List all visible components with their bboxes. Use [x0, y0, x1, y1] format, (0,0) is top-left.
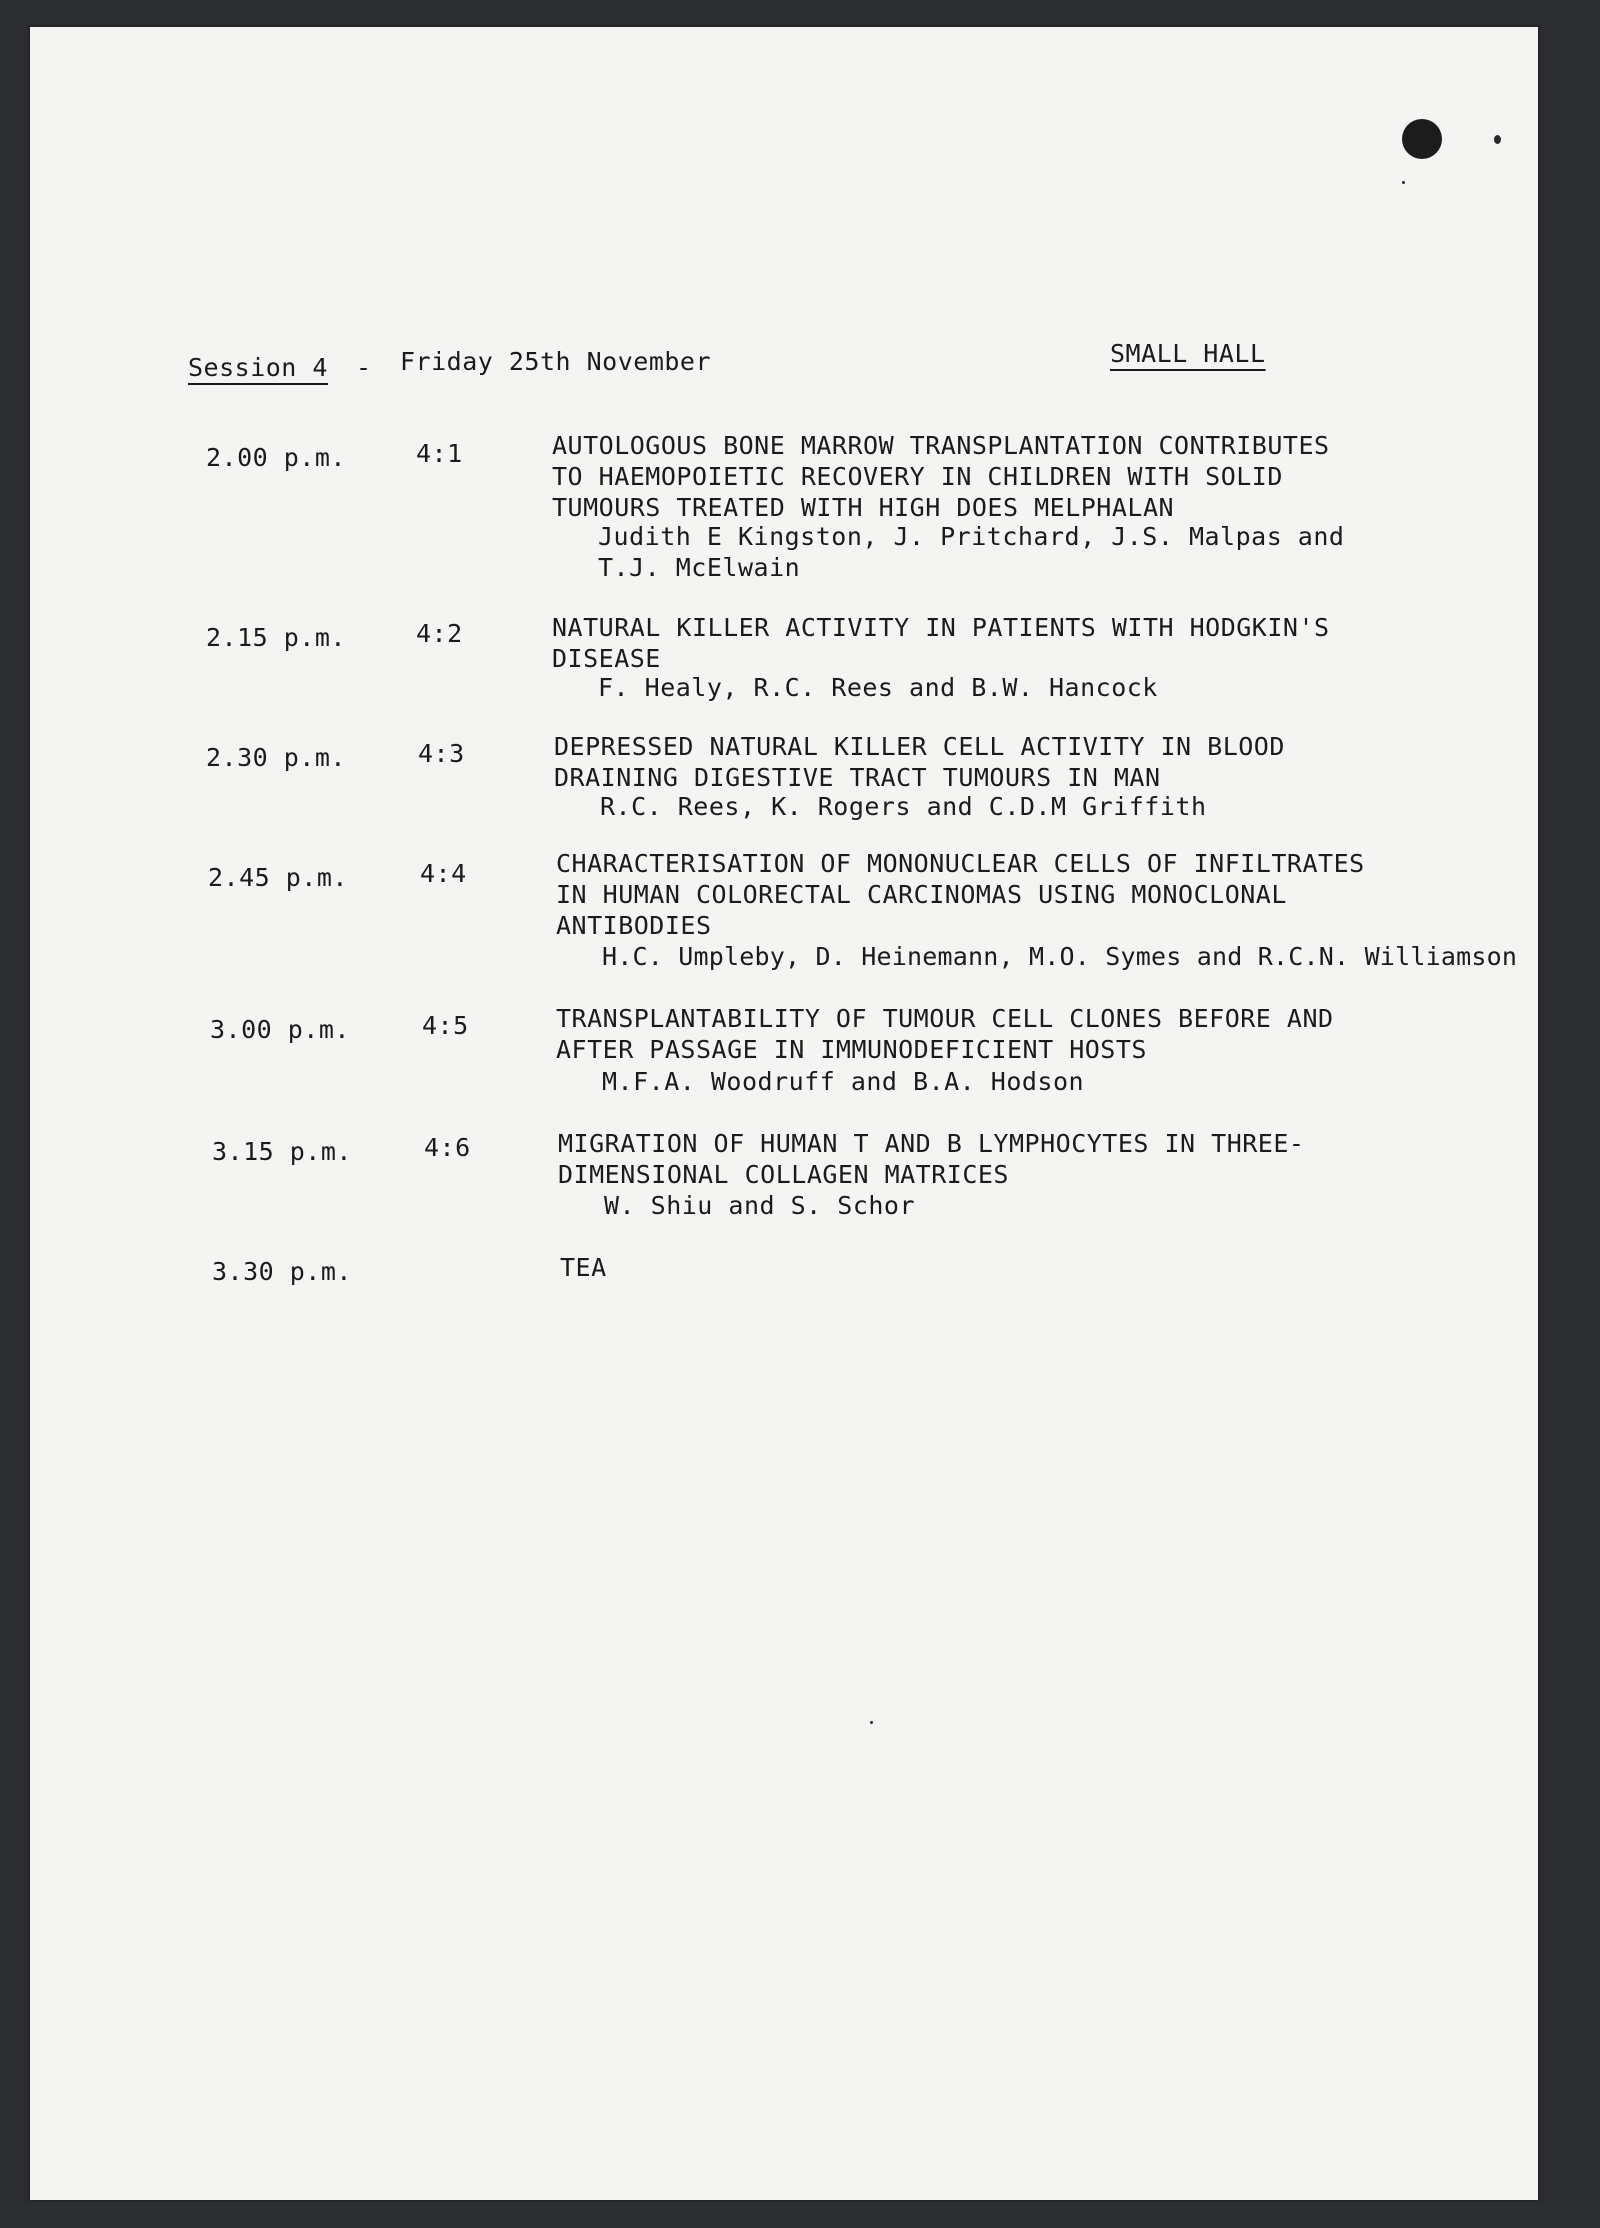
paper-speck [1494, 135, 1501, 144]
entry-number: 4:5 [422, 1011, 469, 1040]
entry-title-line: TEA [560, 1253, 607, 1282]
entry-title-line: DIMENSIONAL COLLAGEN MATRICES [558, 1160, 1009, 1189]
paper-speck [870, 1721, 873, 1724]
entry-time: 2.00 p.m. [206, 443, 346, 472]
entry-author-line: R.C. Rees, K. Rogers and C.D.M Griffith [600, 792, 1207, 821]
entry-title-line: TUMOURS TREATED WITH HIGH DOES MELPHALAN [552, 493, 1175, 522]
entry-title-line: TO HAEMOPOIETIC RECOVERY IN CHILDREN WITH SOLID [552, 462, 1283, 491]
entry-number: 4:4 [420, 859, 467, 888]
entry-title-line: IN HUMAN COLORECTAL CARCINOMAS USING MONOCLONAL [556, 880, 1287, 909]
entry-author-line: Judith E Kingston, J. Pritchard, J.S. Malpas and [598, 522, 1345, 551]
entry-time: 3.15 p.m. [212, 1137, 352, 1166]
entry-title-line: AUTOLOGOUS BONE MARROW TRANSPLANTATION CONTRIBUTES [552, 431, 1330, 460]
entry-author-line: M.F.A. Woodruff and B.A. Hodson [602, 1067, 1085, 1096]
header-dash: - [356, 353, 372, 382]
entry-author-line: H.C. Umpleby, D. Heinemann, M.O. Symes and R.C.N. Williamson [602, 942, 1518, 971]
entry-title-line: CHARACTERISATION OF MONONUCLEAR CELLS OF INFILTRATES [556, 849, 1365, 878]
entry-title-line: DRAINING DIGESTIVE TRACT TUMOURS IN MAN [554, 763, 1161, 792]
session-date: Friday 25th November [400, 347, 712, 376]
session-label: Session 4 [188, 353, 328, 382]
entry-time: 3.00 p.m. [210, 1015, 350, 1044]
entry-number: 4:1 [416, 439, 463, 468]
entry-time: 2.30 p.m. [206, 743, 346, 772]
entry-title-line: DISEASE [552, 644, 661, 673]
entry-author-line: F. Healy, R.C. Rees and B.W. Hancock [598, 673, 1158, 702]
paper-speck [1402, 181, 1405, 184]
entry-title-line: TRANSPLANTABILITY OF TUMOUR CELL CLONES BEFORE AND [556, 1004, 1334, 1033]
entry-author-line: T.J. McElwain [598, 553, 801, 582]
entry-author-line: W. Shiu and S. Schor [604, 1191, 916, 1220]
entry-title-line: NATURAL KILLER ACTIVITY IN PATIENTS WITH HODGKIN'S [552, 613, 1330, 642]
entry-title-line: MIGRATION OF HUMAN T AND B LYMPHOCYTES IN THREE- [558, 1129, 1305, 1158]
punch-hole [1402, 119, 1442, 159]
entry-time: 2.15 p.m. [206, 623, 346, 652]
entry-title-line: ANTIBODIES [556, 911, 712, 940]
entry-number: 4:6 [424, 1133, 471, 1162]
entry-title-line: AFTER PASSAGE IN IMMUNODEFICIENT HOSTS [556, 1035, 1147, 1064]
entry-number: 4:2 [416, 619, 463, 648]
entry-time: 3.30 p.m. [212, 1257, 352, 1286]
entry-title-line: DEPRESSED NATURAL KILLER CELL ACTIVITY IN BLOOD [554, 732, 1285, 761]
entry-time: 2.45 p.m. [208, 863, 348, 892]
entry-number: 4:3 [418, 739, 465, 768]
venue-label: SMALL HALL [1110, 339, 1266, 368]
